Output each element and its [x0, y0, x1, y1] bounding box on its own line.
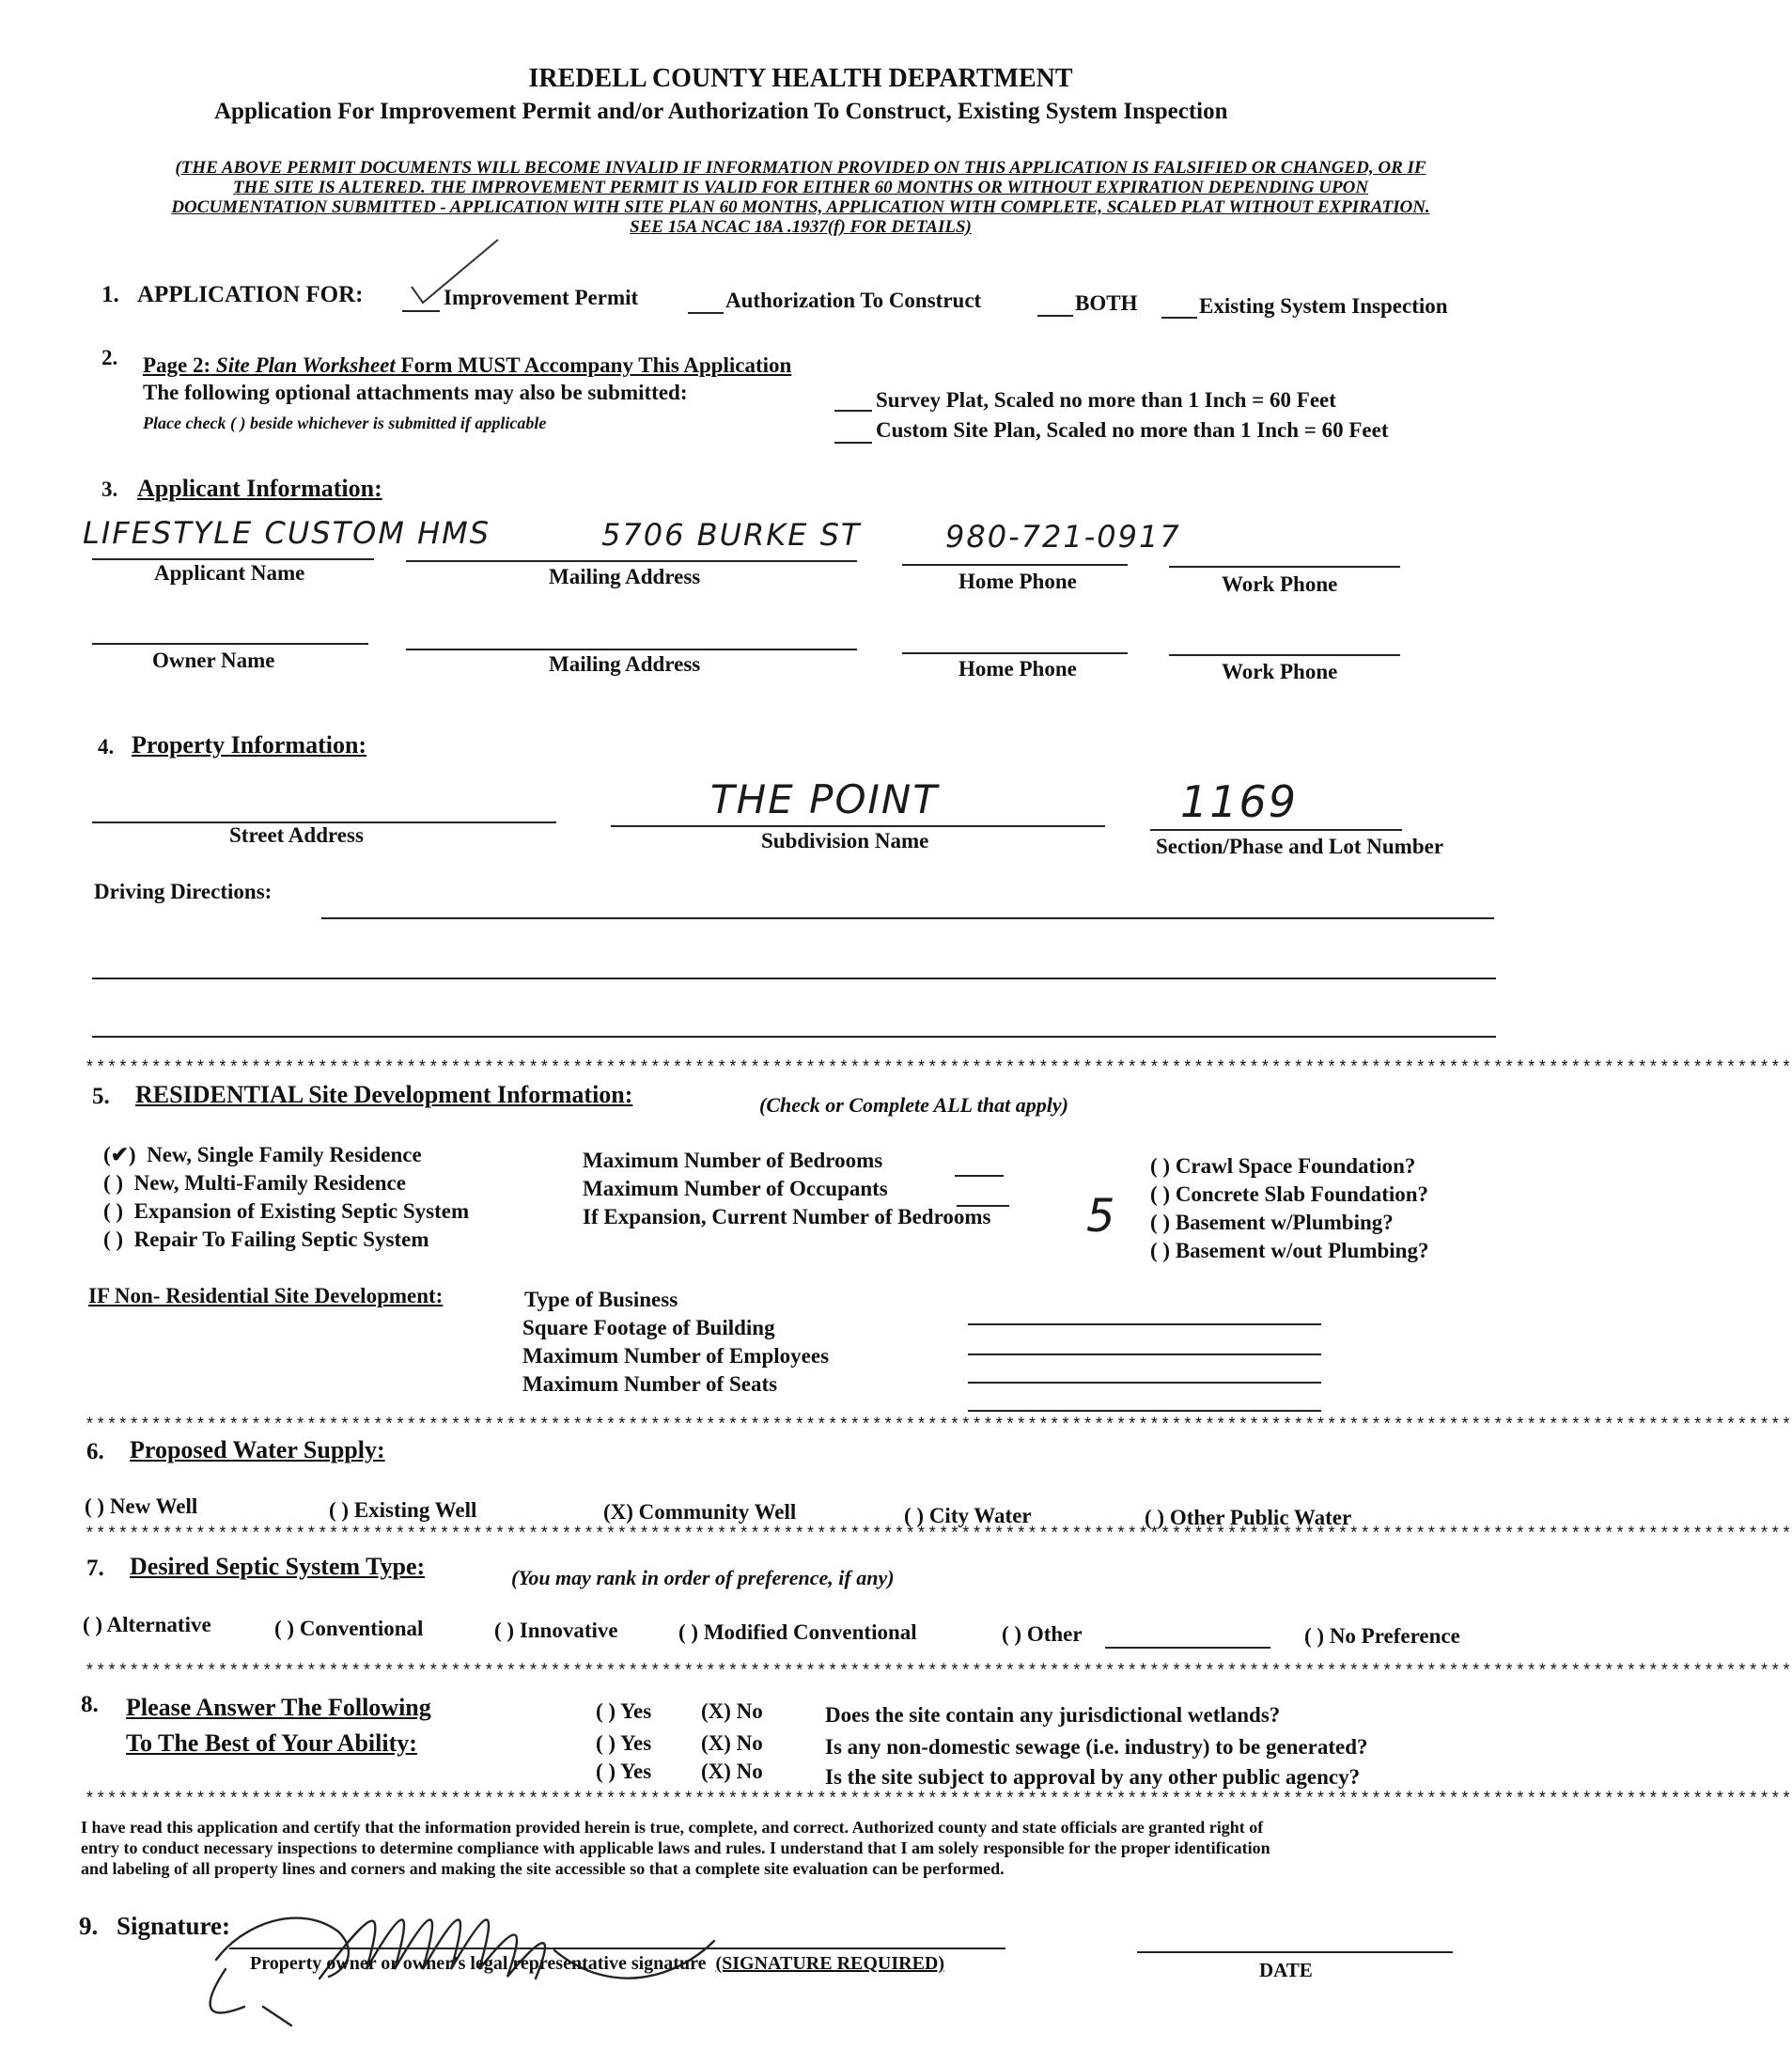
q2-no[interactable]: (X) No: [701, 1731, 763, 1755]
crawl-space-option[interactable]: ( ) Crawl Space Foundation?: [1150, 1154, 1416, 1178]
page-subtitle: Application For Improvement Permit and/or Authorization To Construct, Existing System Inspection: [214, 99, 1228, 124]
warning-line-4: SEE 15A NCAC 18A .1937(f) FOR DETAILS): [630, 217, 972, 237]
check-multi-family-mark: ( ): [103, 1171, 124, 1195]
check-expansion-label: Expansion of Existing Septic System: [133, 1199, 470, 1223]
separator-2: **********************************************************************************************************************************************************: [85, 1416, 1792, 1435]
signature-line: [229, 1948, 1005, 1949]
optional-attachments-text: The following optional attachments may also be submitted:: [143, 381, 688, 404]
concrete-slab-option[interactable]: ( ) Concrete Slab Foundation?: [1150, 1182, 1429, 1206]
mailing-address-line: [406, 560, 857, 562]
option-existing-system-inspection[interactable]: Existing System Inspection: [1199, 294, 1448, 318]
max-seats-label: Maximum Number of Seats: [522, 1372, 778, 1396]
existing-system-blank[interactable]: [1161, 317, 1197, 319]
bedrooms-value[interactable]: 5: [1086, 1190, 1117, 1243]
question-public-agency: Is the site subject to approval by any other public agency?: [825, 1765, 1361, 1789]
signature-caption-text: Property owner or owner's legal representative signature: [250, 1953, 707, 1974]
mailing-address-value[interactable]: 5706 BURKE ST: [601, 517, 862, 553]
septic-type-title: Desired Septic System Type:: [130, 1553, 426, 1580]
owner-mailing-address-line: [406, 649, 857, 650]
date-line[interactable]: [1137, 1951, 1453, 1953]
no-preference-option[interactable]: ( ) No Preference: [1304, 1624, 1460, 1648]
check-single-family-label: New, Single Family Residence: [147, 1143, 422, 1166]
please-answer-title-1: Please Answer The Following: [126, 1694, 431, 1721]
alternative-option[interactable]: ( ) Alternative: [83, 1613, 211, 1636]
street-address-label: Street Address: [229, 823, 364, 847]
owner-work-phone-label: Work Phone: [1222, 660, 1338, 683]
residential-title: [135, 1081, 632, 1109]
improvement-permit-blank[interactable]: [402, 310, 440, 312]
separator-4: **********************************************************************************************************************************************************: [85, 1663, 1792, 1682]
applicant-name-value[interactable]: LIFESTYLE CUSTOM HMS: [83, 515, 491, 551]
site-plan-requirement: [143, 353, 791, 378]
check-repair[interactable]: [103, 1228, 429, 1252]
square-footage-line[interactable]: [968, 1353, 1321, 1355]
property-information-title: Property Information:: [132, 731, 367, 759]
handwritten-signature[interactable]: [188, 1866, 865, 2035]
lot-number-line: [1150, 829, 1402, 831]
expansion-bedrooms-label: If Expansion, Current Number of Bedrooms: [583, 1205, 991, 1228]
applicant-name-label: Applicant Name: [154, 561, 305, 585]
max-employees-line[interactable]: [968, 1382, 1321, 1384]
custom-site-plan-blank[interactable]: [834, 442, 872, 444]
signature-title: Signature:: [117, 1912, 231, 1940]
water-supply-title: Proposed Water Supply:: [130, 1436, 385, 1463]
q3-no[interactable]: (X) No: [701, 1760, 763, 1783]
square-footage-label: Square Footage of Building: [522, 1316, 775, 1339]
check-multi-family-label: New, Multi-Family Residence: [133, 1171, 406, 1195]
other-septic-line[interactable]: [1105, 1647, 1270, 1649]
owner-work-phone-line: [1169, 654, 1400, 656]
applicant-information-title: Applicant Information:: [137, 475, 382, 502]
owner-mailing-address-label: Mailing Address: [549, 652, 701, 676]
site-plan-italic: Site Plan Worksheet: [215, 353, 396, 377]
section-2-number: 2.: [101, 346, 118, 369]
separator-1: **********************************************************************************************************************************************************: [85, 1059, 1792, 1078]
home-phone-value[interactable]: 980-721-0917: [945, 519, 1181, 555]
septic-type-note: (You may rank in order of preference, if any): [511, 1566, 895, 1589]
both-blank[interactable]: [1037, 315, 1073, 317]
question-wetlands: Does the site contain any jurisdictional wetlands?: [825, 1703, 1281, 1727]
driving-directions-line-1[interactable]: [321, 917, 1494, 919]
separator-5: **********************************************************************************************************************************************************: [85, 1791, 1792, 1809]
signature-caption: [250, 1953, 944, 1975]
owner-name-line: [92, 643, 368, 645]
applicant-name-line: [92, 558, 374, 560]
q2-yes[interactable]: ( ) Yes: [596, 1731, 652, 1755]
authorization-blank[interactable]: [688, 312, 724, 314]
lot-number-value[interactable]: 1169: [1180, 776, 1299, 827]
basement-plumbing-option[interactable]: ( ) Basement w/Plumbing?: [1150, 1211, 1394, 1234]
driving-directions-label: Driving Directions:: [94, 880, 273, 903]
section-8-number: 8.: [81, 1692, 99, 1717]
other-public-water-option[interactable]: ( ) Other Public Water: [1145, 1506, 1352, 1529]
city-water-option[interactable]: ( ) City Water: [904, 1504, 1032, 1527]
option-authorization-to-construct[interactable]: Authorization To Construct: [725, 289, 982, 312]
community-well-option[interactable]: (X) Community Well: [603, 1500, 797, 1524]
subdivision-name-label: Subdivision Name: [761, 829, 929, 853]
home-phone-label: Home Phone: [958, 570, 1077, 593]
type-of-business-label: Type of Business: [524, 1288, 678, 1311]
certification-line-2: entry to conduct necessary inspections to determine compliance with applicable laws and rules. I understand that I am solely responsible for the proper identification: [81, 1838, 1270, 1857]
owner-home-phone-label: Home Phone: [958, 657, 1077, 681]
q1-no[interactable]: (X) No: [701, 1699, 763, 1723]
home-phone-line: [902, 564, 1128, 566]
owner-home-phone-line: [902, 652, 1128, 654]
place-check-note: Place check ( ) beside whichever is submitted if applicable: [143, 414, 547, 432]
check-single-family-mark: (✔): [103, 1143, 136, 1166]
warning-line-3: DOCUMENTATION SUBMITTED - APPLICATION WITH SITE PLAN 60 MONTHS, APPLICATION WITH COMPLETE, SCALED PLAT WITHOUT EXPIRATION.: [171, 197, 1430, 217]
other-option[interactable]: ( ) Other: [1002, 1622, 1083, 1646]
residential-note: (Check or Complete ALL that apply): [759, 1093, 1068, 1117]
check-single-family[interactable]: [103, 1143, 422, 1167]
please-answer-title-2: To The Best of Your Ability:: [126, 1729, 417, 1757]
option-survey-plat[interactable]: Survey Plat, Scaled no more than 1 Inch = 60 Feet: [876, 388, 1336, 412]
section-1-number: 1.: [101, 282, 119, 307]
section-5-number: 5.: [92, 1084, 110, 1109]
warning-line-1: (THE ABOVE PERMIT DOCUMENTS WILL BECOME INVALID IF INFORMATION PROVIDED ON THIS APPLICATION IS FALSIFIED OR CHANGED, OR IF: [175, 158, 1426, 178]
innovative-option[interactable]: ( ) Innovative: [494, 1619, 618, 1642]
signature-required: (SIGNATURE REQUIRED): [715, 1953, 945, 1974]
warning-line-2: THE SITE IS ALTERED. THE IMPROVEMENT PERMIT IS VALID FOR EITHER 60 MONTHS OR WITHOUT EXPIRATION DEPENDING UPON: [232, 178, 1369, 197]
modified-conventional-option[interactable]: ( ) Modified Conventional: [678, 1620, 917, 1644]
max-seats-line[interactable]: [968, 1410, 1321, 1412]
work-phone-line: [1169, 566, 1400, 568]
subdivision-name-value[interactable]: THE POINT: [710, 776, 939, 822]
section-9-number: 9.: [79, 1912, 99, 1940]
check-repair-label: Repair To Failing Septic System: [133, 1228, 429, 1251]
max-employees-label: Maximum Number of Employees: [522, 1344, 830, 1368]
separator-3: **********************************************************************************************************************************************************: [85, 1525, 1792, 1544]
section-3-number: 3.: [101, 477, 118, 501]
driving-directions-line-2[interactable]: [92, 978, 1496, 979]
max-bedrooms-label: Maximum Number of Bedrooms: [583, 1149, 883, 1172]
mailing-address-label: Mailing Address: [549, 565, 701, 588]
date-label: DATE: [1259, 1959, 1313, 1981]
work-phone-label: Work Phone: [1222, 572, 1338, 596]
q1-yes[interactable]: ( ) Yes: [596, 1699, 652, 1723]
new-well-option[interactable]: ( ) New Well: [85, 1494, 198, 1518]
page-title: IREDELL COUNTY HEALTH DEPARTMENT: [528, 64, 1073, 93]
lot-number-label: Section/Phase and Lot Number: [1156, 835, 1444, 858]
existing-well-option[interactable]: ( ) Existing Well: [329, 1498, 477, 1522]
option-custom-site-plan[interactable]: Custom Site Plan, Scaled no more than 1 Inch = 60 Feet: [876, 418, 1389, 442]
max-bedrooms-line[interactable]: [955, 1175, 1004, 1177]
conventional-option[interactable]: ( ) Conventional: [274, 1617, 424, 1640]
section-7-number: 7.: [86, 1556, 104, 1581]
residential-title-text: RESIDENTIAL Site Development Information:: [135, 1081, 633, 1108]
site-plan-prefix: Page 2:: [143, 353, 211, 377]
option-both[interactable]: BOTH: [1075, 291, 1138, 315]
survey-plat-blank[interactable]: [834, 410, 872, 412]
subdivision-name-line: [611, 825, 1105, 827]
check-expansion[interactable]: [103, 1199, 469, 1224]
site-plan-suffix: Form MUST Accompany This Application: [400, 353, 792, 377]
section-1-label: APPLICATION FOR:: [137, 282, 364, 307]
section-6-number: 6.: [86, 1439, 104, 1464]
driving-directions-line-3[interactable]: [92, 1036, 1496, 1038]
q3-yes[interactable]: ( ) Yes: [596, 1760, 652, 1783]
section-4-number: 4.: [98, 735, 115, 759]
certification-line-3: and labeling of all property lines and corners and making the site accessible so that a complete site evaluation can be performed.: [81, 1859, 1005, 1878]
option-improvement-permit[interactable]: Improvement Permit: [444, 286, 639, 309]
basement-no-plumbing-option[interactable]: ( ) Basement w/out Plumbing?: [1150, 1239, 1429, 1262]
non-residential-label: IF Non- Residential Site Development:: [88, 1284, 444, 1307]
check-expansion-mark: ( ): [103, 1199, 124, 1223]
question-non-domestic: Is any non-domestic sewage (i.e. industry) to be generated?: [825, 1735, 1368, 1759]
owner-name-label: Owner Name: [152, 649, 275, 672]
certification-line-1: I have read this application and certify that the information provided herein is true, complete, and correct. Authorized county and state officials are granted right of: [81, 1818, 1264, 1837]
check-multi-family[interactable]: [103, 1171, 406, 1196]
max-occupants-label: Maximum Number of Occupants: [583, 1177, 888, 1200]
type-of-business-line[interactable]: [968, 1323, 1321, 1325]
check-repair-mark: ( ): [103, 1228, 124, 1251]
